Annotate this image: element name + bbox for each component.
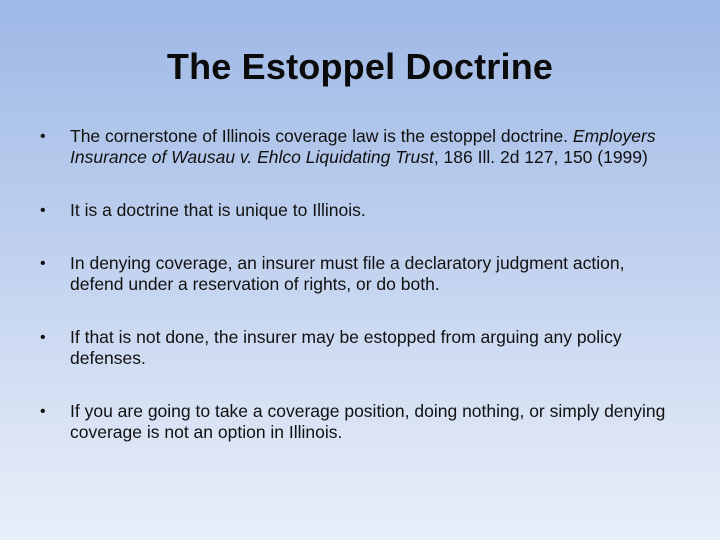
bullet-text-prefix: The cornerstone of Illinois coverage law is the estoppel doctrine. <box>70 126 573 146</box>
bullet-point-icon: • <box>40 128 46 145</box>
case-citation-reference: , 186 Ill. 2d 127, 150 (1999) <box>433 147 648 167</box>
bullet-point-icon: • <box>40 255 46 272</box>
bullet-list <box>40 126 680 443</box>
bullet-point-icon: • <box>40 202 46 219</box>
bullet-item-5 <box>40 401 680 443</box>
bullet-text: In denying coverage, an insurer must file a declaratory judgment action, defend under a reservation of rights, or do both. <box>70 253 625 294</box>
bullet-point-icon: • <box>40 329 46 346</box>
case-citation-name: Employers Insurance of Wausau v. Ehlco Liquidating Trust <box>70 126 656 167</box>
bullet-item-2 <box>40 200 680 221</box>
bullet-item-1 <box>40 126 680 168</box>
bullet-item-3 <box>40 253 680 295</box>
bullet-text: If that is not done, the insurer may be estopped from arguing any policy defenses. <box>70 327 622 368</box>
bullet-point-icon: • <box>40 403 46 420</box>
bullet-text: If you are going to take a coverage position, doing nothing, or simply denying coverage is not an option in Illinois. <box>70 401 666 442</box>
bullet-item-4 <box>40 327 680 369</box>
bullet-text: It is a doctrine that is unique to Illinois. <box>70 200 366 220</box>
slide-title: The Estoppel Doctrine <box>166 46 554 87</box>
